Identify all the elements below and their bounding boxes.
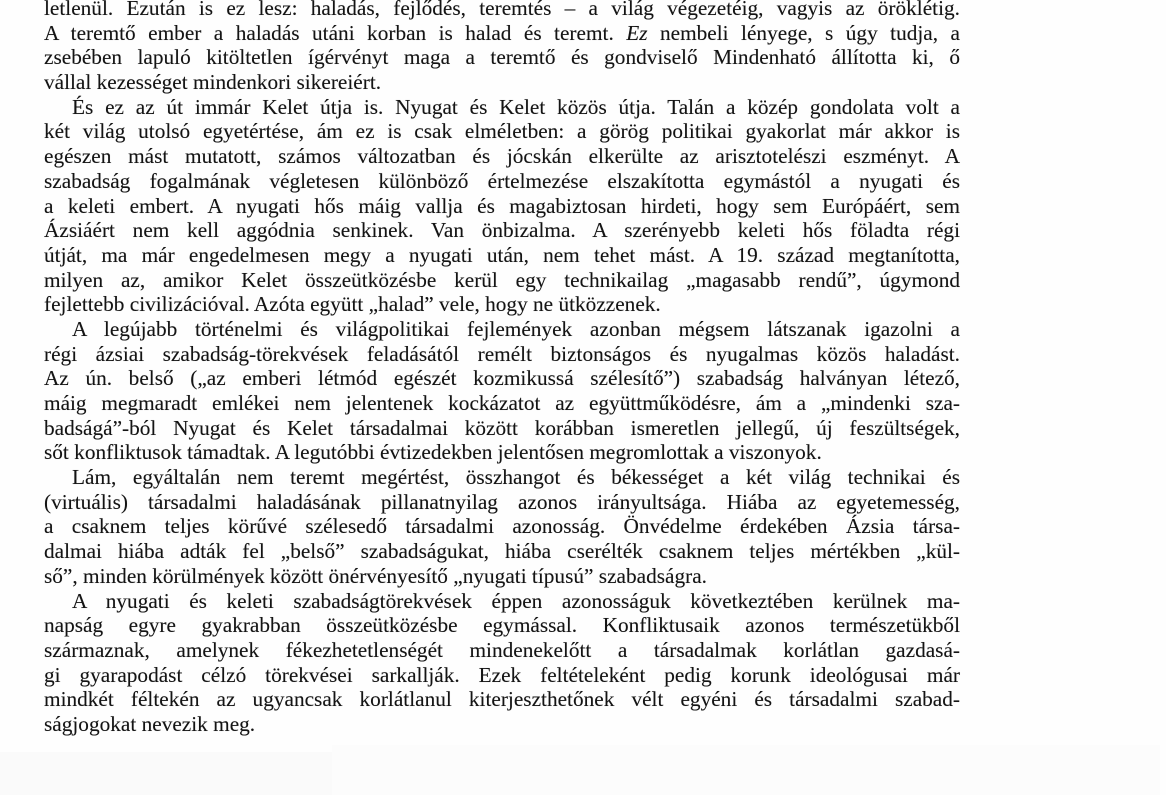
text-line xyxy=(44,0,960,21)
text-segment: gi gyarapodást célzó törekvései sarkallják. Ezek feltételeként pedig korunk ideológusai már xyxy=(44,662,960,687)
text-line xyxy=(44,243,960,268)
text-segment: régi ázsiai szabadság-törekvések feladásától remélt biztonságos és nyugalmas közös haladást. xyxy=(44,341,960,366)
text-line xyxy=(44,194,960,219)
text-segment: A legújabb történelmi és világpolitikai fejlemények azonban mégsem látszanak igazolni a xyxy=(72,316,960,341)
text-line xyxy=(44,465,960,490)
text-line xyxy=(44,119,960,144)
text-segment: Ázsiáért nem kell aggódnia senkinek. Van önbizalma. A szerényebb keleti hős föladta régi xyxy=(44,218,960,243)
text-segment: fejlettebb civilizációval. Azóta együtt „halad” vele, hogy ne ütközzenek. xyxy=(44,292,661,317)
text-line xyxy=(44,416,960,441)
text-line xyxy=(44,218,960,243)
text-line xyxy=(44,539,960,564)
text-line xyxy=(44,95,960,120)
text-segment: egészen mást mutatott, számos változatban és jócskán elkerülte az arisztotelészi eszményt. A xyxy=(44,144,960,169)
scan-artifact xyxy=(332,745,1160,795)
text-segment: (virtuális) társadalmi haladásának pillanatnyilag azonos irányultsága. Hiába az egyetemesség, xyxy=(44,489,960,514)
text-segment: mindkét féltekén az ugyancsak korlátlanul kiterjeszthetőnek vélt egyéni és társadalmi szabad- xyxy=(44,687,960,712)
paragraph xyxy=(44,0,960,95)
paragraph xyxy=(44,317,960,465)
text-segment: És ez az út immár Kelet útja is. Nyugat és Kelet közös útja. Talán a közép gondolata volt a xyxy=(72,94,960,119)
text-segment: sőt konfliktusok támadtak. A legutóbbi évtizedekben jelentősen megromlottak a viszonyok. xyxy=(44,440,822,465)
text-line xyxy=(44,45,960,70)
text-segment: milyen az, amikor Kelet összeütközésbe kerül egy technikailag „magasabb rendű”, úgymond xyxy=(44,267,960,292)
text-segment: dalmai hiába adták fel „belső” szabadságukat, hiába cserélték csaknem teljes mértékben „kül- xyxy=(44,539,960,564)
text-segment: nembeli lényege, s úgy tudja, a xyxy=(647,20,960,45)
text-line xyxy=(44,613,960,638)
paragraph xyxy=(44,465,960,588)
text-line xyxy=(44,391,960,416)
text-segment: a csaknem teljes körűvé szélesedő társadalmi azonosság. Önvédelme érdekében Ázsia társa- xyxy=(44,514,960,539)
text-segment: szabadság fogalmának végletesen különböző értelmezése elszakította egymástól a nyugati és xyxy=(44,168,960,193)
text-segment: letlenül. Ezután is ez lesz: haladás, fejlődés, teremtés – a világ végezetéig, vagyis az öröklétig. xyxy=(44,0,960,20)
text-line xyxy=(44,514,960,539)
text-segment: A nyugati és keleti szabadságtörekvések éppen azonosságuk következtében kerülnek ma- xyxy=(72,588,960,613)
text-line xyxy=(44,342,960,367)
text-segment: napság egyre gyakrabban összeütközésbe egymással. Konfliktusaik azonos természetükből xyxy=(44,613,960,638)
text-segment: ságjogokat nevezik meg. xyxy=(44,711,256,736)
text-segment: Lám, egyáltalán nem teremt megértést, összhangot és békességet a két világ technikai és xyxy=(72,465,960,490)
text-segment: útját, ma már engedelmesen megy a nyugati után, nem tehet mást. A 19. század megtanította, xyxy=(44,242,960,267)
text-segment: A teremtő ember a haladás utáni korban is halad és teremt. xyxy=(44,20,627,45)
text-line xyxy=(44,317,960,342)
text-line xyxy=(44,268,960,293)
scan-artifact xyxy=(0,752,332,795)
text-segment: ső”, minden körülmények között önérvényesítő „nyugati típusú” szabadságra. xyxy=(44,563,707,588)
text-line xyxy=(44,687,960,712)
text-segment: származnak, amelynek fékezhetetlenségét mindenekelőtt a társadalmak korlátlan gazdasá- xyxy=(44,637,960,662)
text-segment: badságá”-ból Nyugat és Kelet társadalmai között korábban ismeretlen jellegű, új feszültségek, xyxy=(44,415,960,440)
text-segment: máig megmaradt emlékei nem jelentenek kockázatot az együttműködésre, ám a „mindenki sza- xyxy=(44,391,960,415)
paragraph xyxy=(44,95,960,317)
text-segment: két világ utolsó egyetértése, ám ez is csak elméletben: a görög politikai gyakorlat már akkor is xyxy=(44,119,960,144)
text-line xyxy=(44,663,960,688)
text-line xyxy=(44,169,960,194)
text-line xyxy=(44,490,960,515)
text-line xyxy=(44,589,960,614)
text-block xyxy=(44,0,960,737)
italic-text: Ez xyxy=(626,20,648,45)
text-segment: a keleti embert. A nyugati hős máig vallja és magabiztosan hirdeti, hogy sem Európáért, sem xyxy=(44,193,960,218)
text-line xyxy=(44,21,960,46)
paragraph xyxy=(44,589,960,737)
text-segment: Az ún. belső („az emberi létmód egészét kozmikussá szélesítő”) szabadság halványan létező, xyxy=(44,366,960,391)
text-segment: zsebében lapuló kitöltetlen ígérvényt maga a teremtő és gondviselő Mindenható állította ki, ő xyxy=(44,45,960,70)
text-line xyxy=(44,638,960,663)
text-line xyxy=(44,366,960,391)
text-segment: vállal kezességet mindenkori sikereiért. xyxy=(44,70,382,95)
text-line xyxy=(44,144,960,169)
